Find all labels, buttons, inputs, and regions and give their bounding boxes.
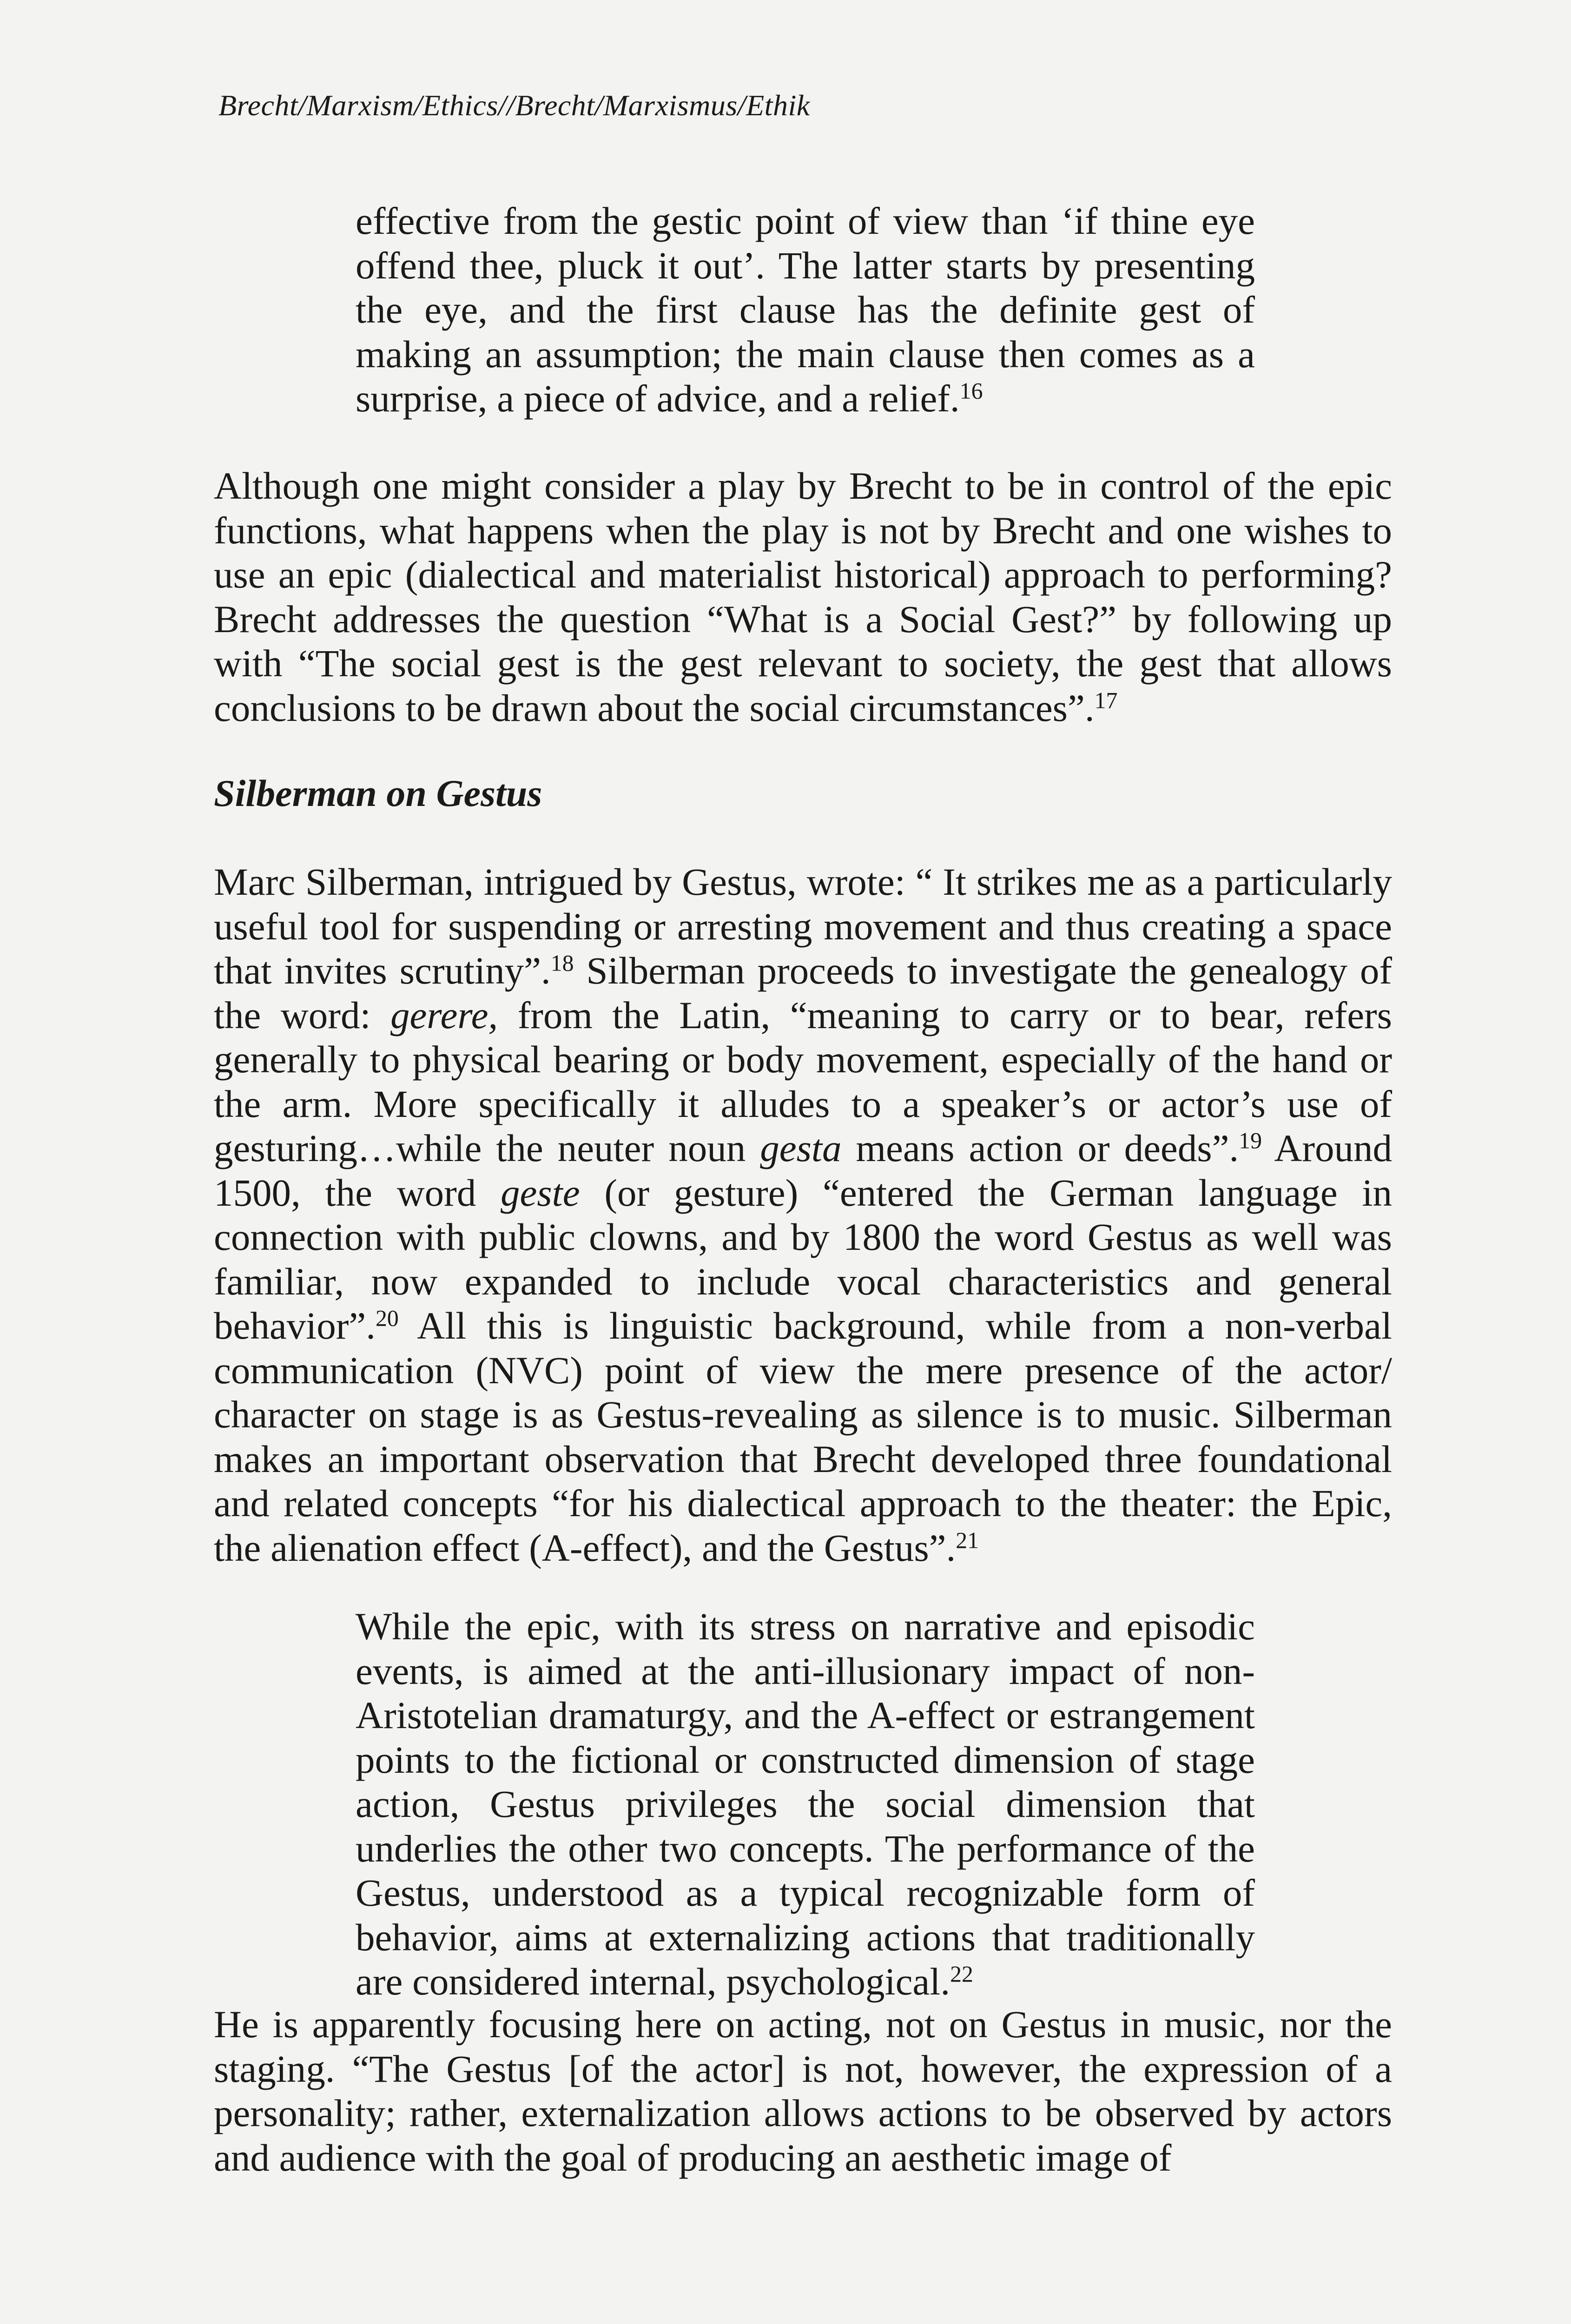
footnote-ref-19[interactable]: 19 — [1239, 1128, 1262, 1154]
paragraph-text: All this is linguistic background, while from a non-verbal communication (NVC) point of view the mere presence of the actor/ character on stage is as Gestus-revealing as silence is to music. Silberman makes an important observation that Brecht developed three foundational and related concepts “for his dialectical approach to the theater: the Epic, the alienation effect (A-effect), and the Gestus”. — [214, 1304, 1392, 1569]
term-gerere: gerere, — [390, 993, 498, 1037]
block-quote-brecht — [356, 199, 1255, 421]
footnote-ref-20[interactable]: 20 — [375, 1305, 399, 1331]
quote-text: effective from the gestic point of view than ‘if thine eye offend thee, pluck it out’. The latter starts by presenting the eye, and the first clause has the definite gest of making an assumption; the main clause then comes as a surprise, a piece of advice, and a relief. — [356, 199, 1255, 420]
paragraph-social-gest — [214, 464, 1392, 730]
paragraph-text: Silberman proceeds to investigate the genealogy of the word: — [214, 949, 1392, 1037]
footnote-ref-22[interactable]: 22 — [950, 1961, 973, 1987]
term-gesta: gesta — [760, 1127, 842, 1169]
paragraph-text: (or gesture) “entered the German language in connection with public clowns, and by 1800 the word Gestus as well was familiar, now expanded to include vocal characteristics and general behavior”. — [214, 1171, 1392, 1347]
footnote-ref-17[interactable]: 17 — [1094, 687, 1118, 713]
paragraph-text: He is apparently focusing here on acting, not on Gestus in music, nor the staging. “The Gestus [of the actor] is not, however, the expression of a personality; rather, externalization allows actions to be observed by actors and audience with the goal of producing an aesthetic image of — [214, 2003, 1392, 2179]
paragraph-text: from the Latin, “meaning to carry or to bear, refers generally to physical bearing or body movement, especially of the hand or the arm. More specifically it alludes to a speaker’s or actor’s use of gesturing…while the neuter noun — [214, 993, 1392, 1169]
paragraph-acting — [214, 2002, 1392, 2180]
paragraph-text: means action or deeds”. — [841, 1127, 1239, 1169]
footnote-ref-16[interactable]: 16 — [959, 378, 983, 404]
block-quote-silberman — [356, 1604, 1255, 2004]
quote-text: While the epic, with its stress on narrative and episodic events, is aimed at the anti-illusionary impact of non-Aristotelian dramaturgy, and the A-effect or estrangement points to the fictional or constructed dimension of stage action, Gestus privileges the social dimension that underlies the other two concepts. The performance of the Gestus, understood as a typical recognizable form of behavior, aims at externalizing actions that traditionally are considered internal, psychological. — [356, 1605, 1255, 2003]
paragraph-text: Around 1500, the word — [214, 1127, 1393, 1214]
paragraph-silberman — [214, 860, 1392, 1570]
term-geste: geste — [501, 1171, 580, 1214]
footnote-ref-21[interactable]: 21 — [956, 1527, 979, 1553]
footnote-ref-18[interactable]: 18 — [550, 950, 574, 976]
paragraph-text: Although one might consider a play by Brecht to be in control of the epic functions, what happens when the play is not by Brecht and one wishes to use an epic (dialectical and materialist historical) approach to performing? Brecht addresses the question “What is a Social Gest?” by following up with “The social gest is the gest relevant to society, the gest that allows conclusions to be drawn about the social circumstances”. — [214, 464, 1392, 729]
running-head: Brecht/Marxism/Ethics//Brecht/Marxismus/Ethik — [218, 89, 810, 122]
section-heading: Silberman on Gestus — [214, 772, 542, 814]
paragraph-text: Marc Silberman, intrigued by Gestus, wrote: “ It strikes me as a particularly useful tool for suspending or arresting movement and thus creating a space that invites scrutiny”. — [214, 860, 1392, 992]
